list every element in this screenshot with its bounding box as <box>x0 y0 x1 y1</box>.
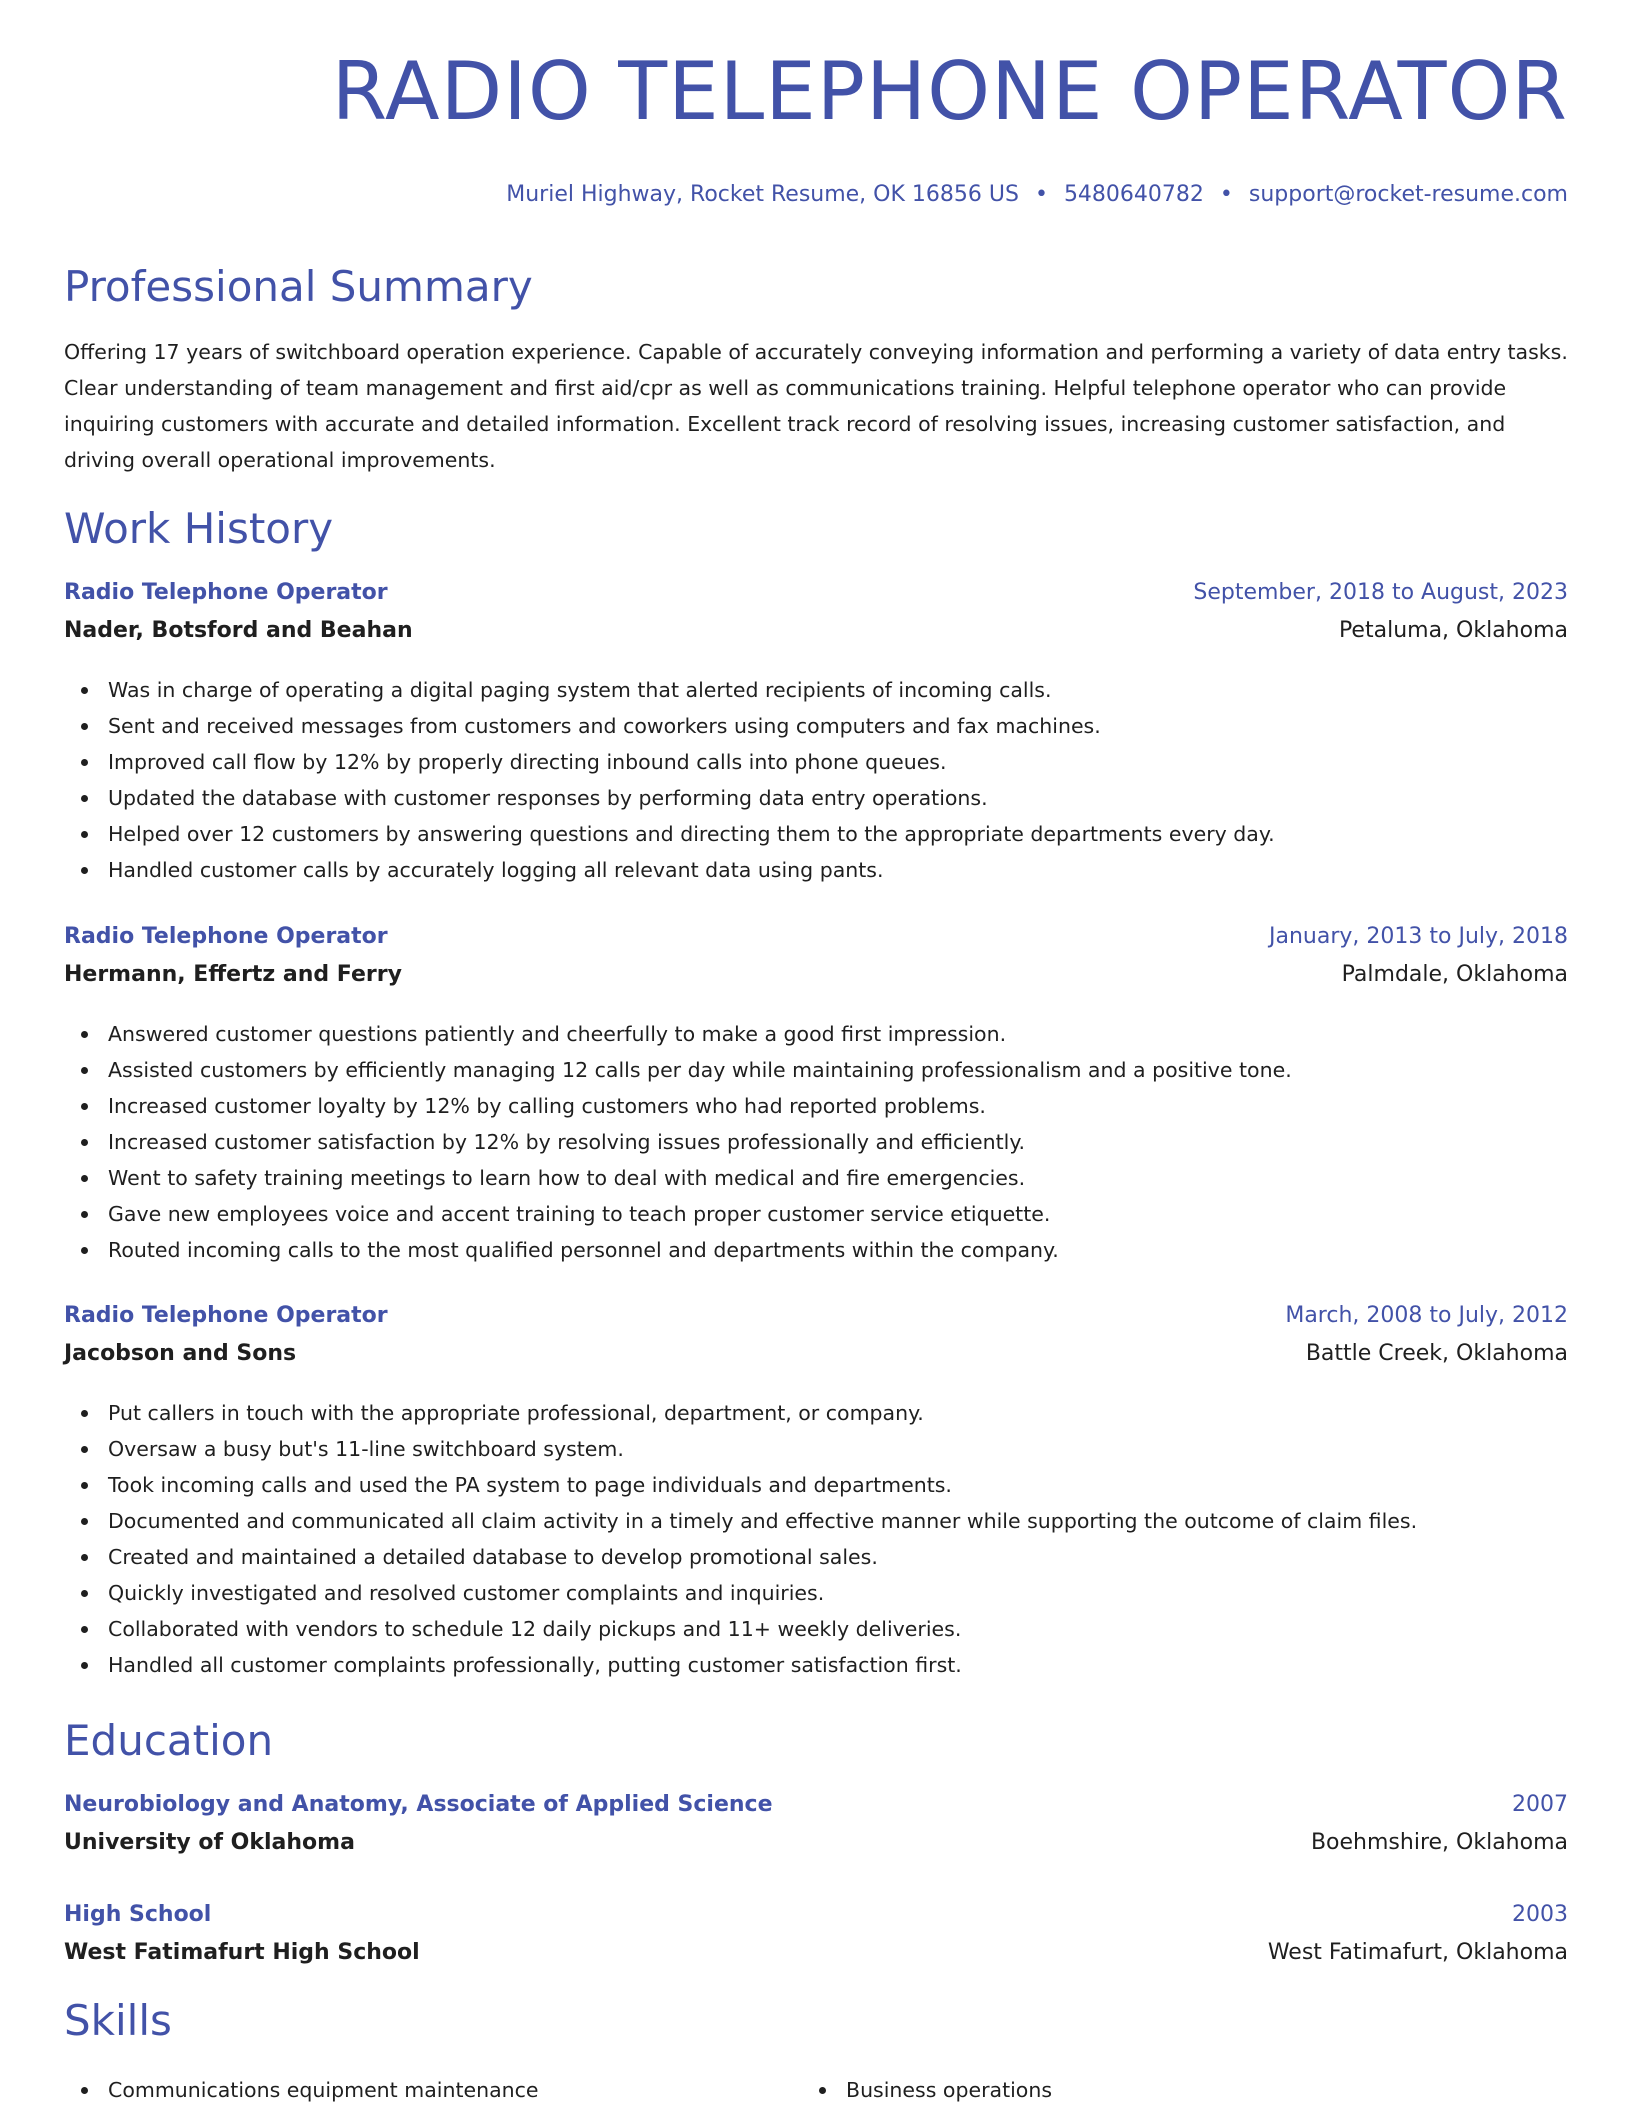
list-item: Improved call flow by 12% by properly directing inbound calls into phone queues. <box>64 744 1568 780</box>
education-degree: High School <box>64 1902 212 1927</box>
skill-item: Business operations <box>802 2072 1052 2108</box>
job-company: Hermann, Effertz and Ferry <box>64 962 402 987</box>
contact-email[interactable]: support@rocket-resume.com <box>1248 182 1568 207</box>
education-year: 2007 <box>1512 1792 1568 1817</box>
education-school: West Fatimafurt High School <box>64 1940 420 1965</box>
job-location: Battle Creek, Oklahoma <box>1305 1341 1568 1366</box>
list-item: Collaborated with vendors to schedule 12 daily pickups and 11+ weekly deliveries. <box>64 1611 1568 1647</box>
job-dates: March, 2008 to July, 2012 <box>1285 1303 1568 1328</box>
job-company: Jacobson and Sons <box>64 1341 297 1366</box>
job-company: Nader, Botsford and Beahan <box>64 618 413 643</box>
education-heading: Education <box>64 1716 274 1765</box>
job-title: Radio Telephone Operator <box>64 1303 388 1328</box>
resume-title: RADIO TELEPHONE OPERATOR <box>331 45 1568 138</box>
list-item: Answered customer questions patiently and cheerfully to make a good first impression. <box>64 1016 1568 1052</box>
job-entry <box>64 924 1568 1268</box>
education-year: 2003 <box>1512 1902 1568 1927</box>
list-item: Increased customer loyalty by 12% by calling customers who had reported problems. <box>64 1088 1568 1124</box>
job-entry <box>64 1303 1568 1683</box>
list-item: Sent and received messages from customers and coworkers using computers and fax machines. <box>64 708 1568 744</box>
contact-separator: • <box>1219 182 1233 207</box>
list-item: Oversaw a busy but's 11-line switchboard system. <box>64 1431 1568 1467</box>
list-item: Increased customer satisfaction by 12% by resolving issues professionally and efficiently. <box>64 1124 1568 1160</box>
skills-heading: Skills <box>64 1996 172 2045</box>
contact-phone: 5480640782 <box>1063 182 1204 207</box>
contact-address: Muriel Highway, Rocket Resume, OK 16856 US <box>506 182 1019 207</box>
list-item: Documented and communicated all claim activity in a timely and effective manner while supporting the outcome of claim files. <box>64 1503 1568 1539</box>
list-item: Put callers in touch with the appropriate professional, department, or company. <box>64 1395 1568 1431</box>
job-entry <box>64 580 1568 888</box>
list-item: Updated the database with customer responses by performing data entry operations. <box>64 780 1568 816</box>
summary-text: Offering 17 years of switchboard operation experience. Capable of accurately conveying information and performing a variety of data entry tasks. Clear understanding of team management and first aid/cpr as well as communications training. Helpful telephone operator who can provide inquiring customers with accurate and detailed information. Excellent track record of resolving issues, increasing customer satisfaction, and driving overall operational improvements. <box>64 340 1568 472</box>
list-item: Handled all customer complaints professionally, putting customer satisfaction first. <box>64 1647 1568 1683</box>
list-item: Gave new employees voice and accent training to teach proper customer service etiquette. <box>64 1196 1568 1232</box>
list-item: Quickly investigated and resolved customer complaints and inquiries. <box>64 1575 1568 1611</box>
list-item: Went to safety training meetings to learn how to deal with medical and fire emergencies. <box>64 1160 1568 1196</box>
summary-heading: Professional Summary <box>64 262 533 311</box>
education-location: West Fatimafurt, Oklahoma <box>1267 1940 1568 1965</box>
education-location: Boehmshire, Oklahoma <box>1310 1830 1568 1855</box>
list-item: Handled customer calls by accurately logging all relevant data using pants. <box>64 852 1568 888</box>
skills-list-left <box>64 2072 539 2108</box>
education-school: University of Oklahoma <box>64 1830 355 1855</box>
list-item: Took incoming calls and used the PA system to page individuals and departments. <box>64 1467 1568 1503</box>
job-title: Radio Telephone Operator <box>64 924 388 949</box>
job-title: Radio Telephone Operator <box>64 580 388 605</box>
work-history-heading: Work History <box>64 504 334 553</box>
education-entry <box>64 1792 1568 1868</box>
list-item: Created and maintained a detailed database to develop promotional sales. <box>64 1539 1568 1575</box>
list-item: Assisted customers by efficiently managing 12 calls per day while maintaining professionalism and a positive tone. <box>64 1052 1568 1088</box>
job-dates: January, 2013 to July, 2018 <box>1269 924 1568 949</box>
job-location: Petaluma, Oklahoma <box>1338 618 1568 643</box>
education-degree: Neurobiology and Anatomy, Associate of Applied Science <box>64 1792 773 1817</box>
skill-item: Communications equipment maintenance <box>64 2072 539 2108</box>
job-location: Palmdale, Oklahoma <box>1341 962 1568 987</box>
job-bullets <box>64 1016 1568 1268</box>
job-bullets <box>64 1395 1568 1683</box>
list-item: Helped over 12 customers by answering questions and directing them to the appropriate departments every day. <box>64 816 1568 852</box>
contact-line <box>506 182 1568 207</box>
job-bullets <box>64 672 1568 888</box>
list-item: Routed incoming calls to the most qualified personnel and departments within the company. <box>64 1232 1568 1268</box>
contact-separator: • <box>1034 182 1048 207</box>
skills-list-right <box>802 2072 1052 2108</box>
job-dates: September, 2018 to August, 2023 <box>1193 580 1568 605</box>
education-entry <box>64 1902 1568 1978</box>
list-item: Was in charge of operating a digital paging system that alerted recipients of incoming calls. <box>64 672 1568 708</box>
